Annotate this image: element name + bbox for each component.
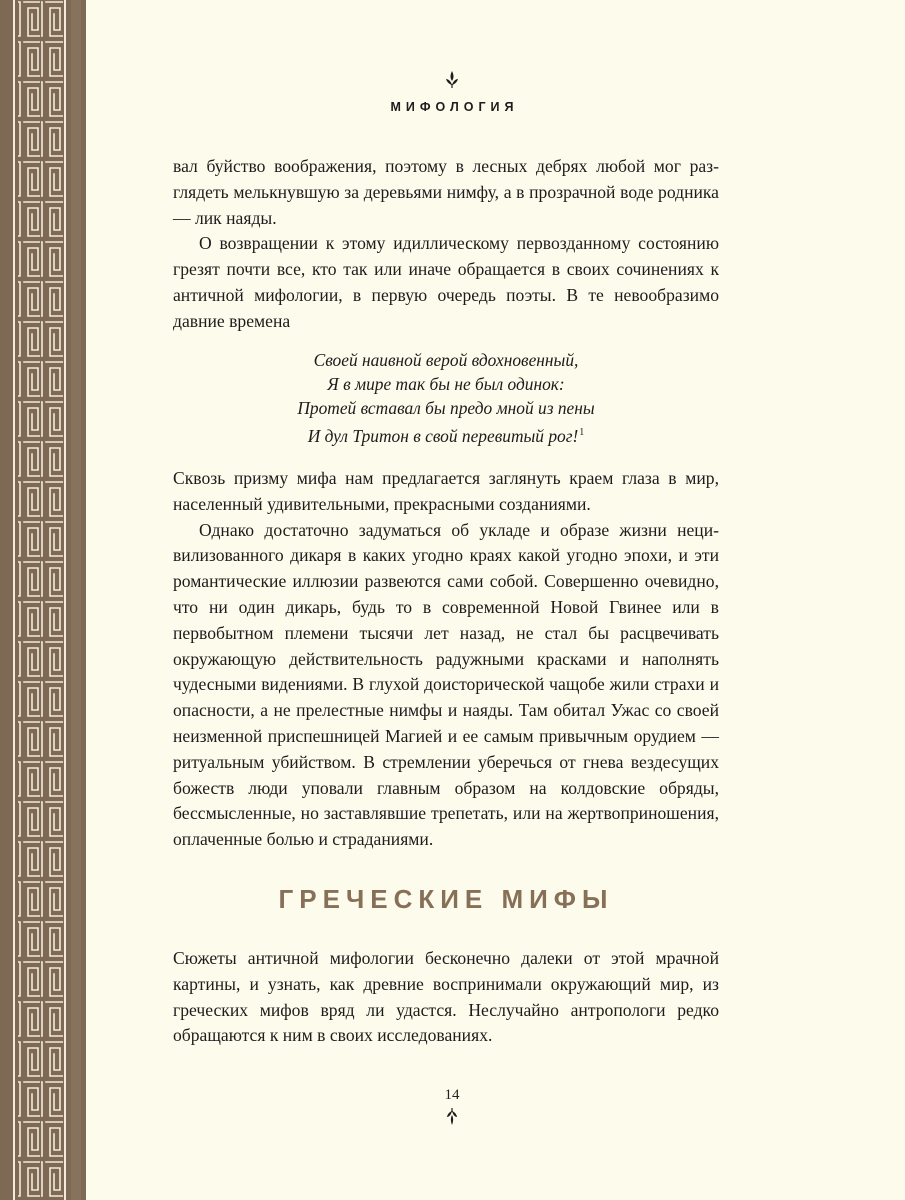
poem-line: Своей наивной верой вдохновенный, xyxy=(313,350,579,370)
greek-key-border xyxy=(0,0,86,1200)
lotus-ornament-icon xyxy=(445,70,459,88)
poem-line: Протей вставал бы предо мной из пены xyxy=(297,398,595,419)
poem-quote xyxy=(173,348,719,448)
meander-pattern-icon xyxy=(0,0,86,1200)
paragraph: О возвращении к этому идиллическому первозданному состоянию грезят почти все, кто так или иначе обращается в своих сочинениях к античной мифологии, в первую очередь поэты. В те невообразимо давние времена xyxy=(173,233,719,331)
paragraph: вал буйство воображения, поэтому в лесных дебрях любой мог разглядеть мелькнувшую за деревьями нимфу, а в прозрачной воде родника — лик наяды. xyxy=(173,156,719,228)
footnote-mark: 1 xyxy=(579,426,585,438)
paragraph: Сюжеты античной мифологии бесконечно далеки от этой мрачной картины, и узнать, как древние воспринимали окружающий мир, из греческих мифов вряд ли удастся. Неслучайно антропологи редко обращаются к ним в своих исследованиях. xyxy=(173,948,719,1046)
poem-line: Я в мире так бы не был одинок: xyxy=(327,374,565,395)
running-head xyxy=(86,70,818,116)
text-block-top xyxy=(173,154,719,335)
running-head-title: МИФОЛОГИЯ xyxy=(390,100,519,114)
poem-line-text: И дул Тритон в свой перевитый рог! xyxy=(307,425,579,446)
section-heading: ГРЕЧЕСКИЕ МИФЫ xyxy=(278,884,614,914)
poem-line-last xyxy=(173,421,719,448)
text-block-middle xyxy=(173,466,719,853)
text-block-bottom xyxy=(173,946,719,1049)
lotus-ornament-icon xyxy=(446,1108,458,1126)
page-number: 14 xyxy=(444,1087,460,1103)
folio xyxy=(86,1087,818,1126)
paragraph: Сквозь призму мифа нам предлагается заглянуть краем глаза в мир, населенный удивительными, прекрасными созданиями. xyxy=(173,468,719,514)
paragraph: Однако достаточно задуматься об укладе и образе жизни нецивилизованного дикаря в каких угодно краях какой угодно эпохи, и эти романтические иллюзии развеются сами собой. Совершенно очевидно, что ни один дикарь, будь то в современной Новой Гвинее или в первобытном племени тысячи лет назад, не стал бы расцвечивать окружающую действительность радужными красками и наполнять чудесными видениями. В глухой доисторической чащобе жили страхи и опасности, а не прелестные нимфы и наяды. Там обитал Ужас со своей неизменной приспешницей Магией и ее самым привычным орудием — ритуальным убийством. В стремлении уберечься от гнева вездесущих божеств люди уповали главным образом на колдовские обряды, бессмысленные, но заставлявшие трепетать, или на жертвоприношения, оплаченные болью и страданиями. xyxy=(173,519,719,850)
